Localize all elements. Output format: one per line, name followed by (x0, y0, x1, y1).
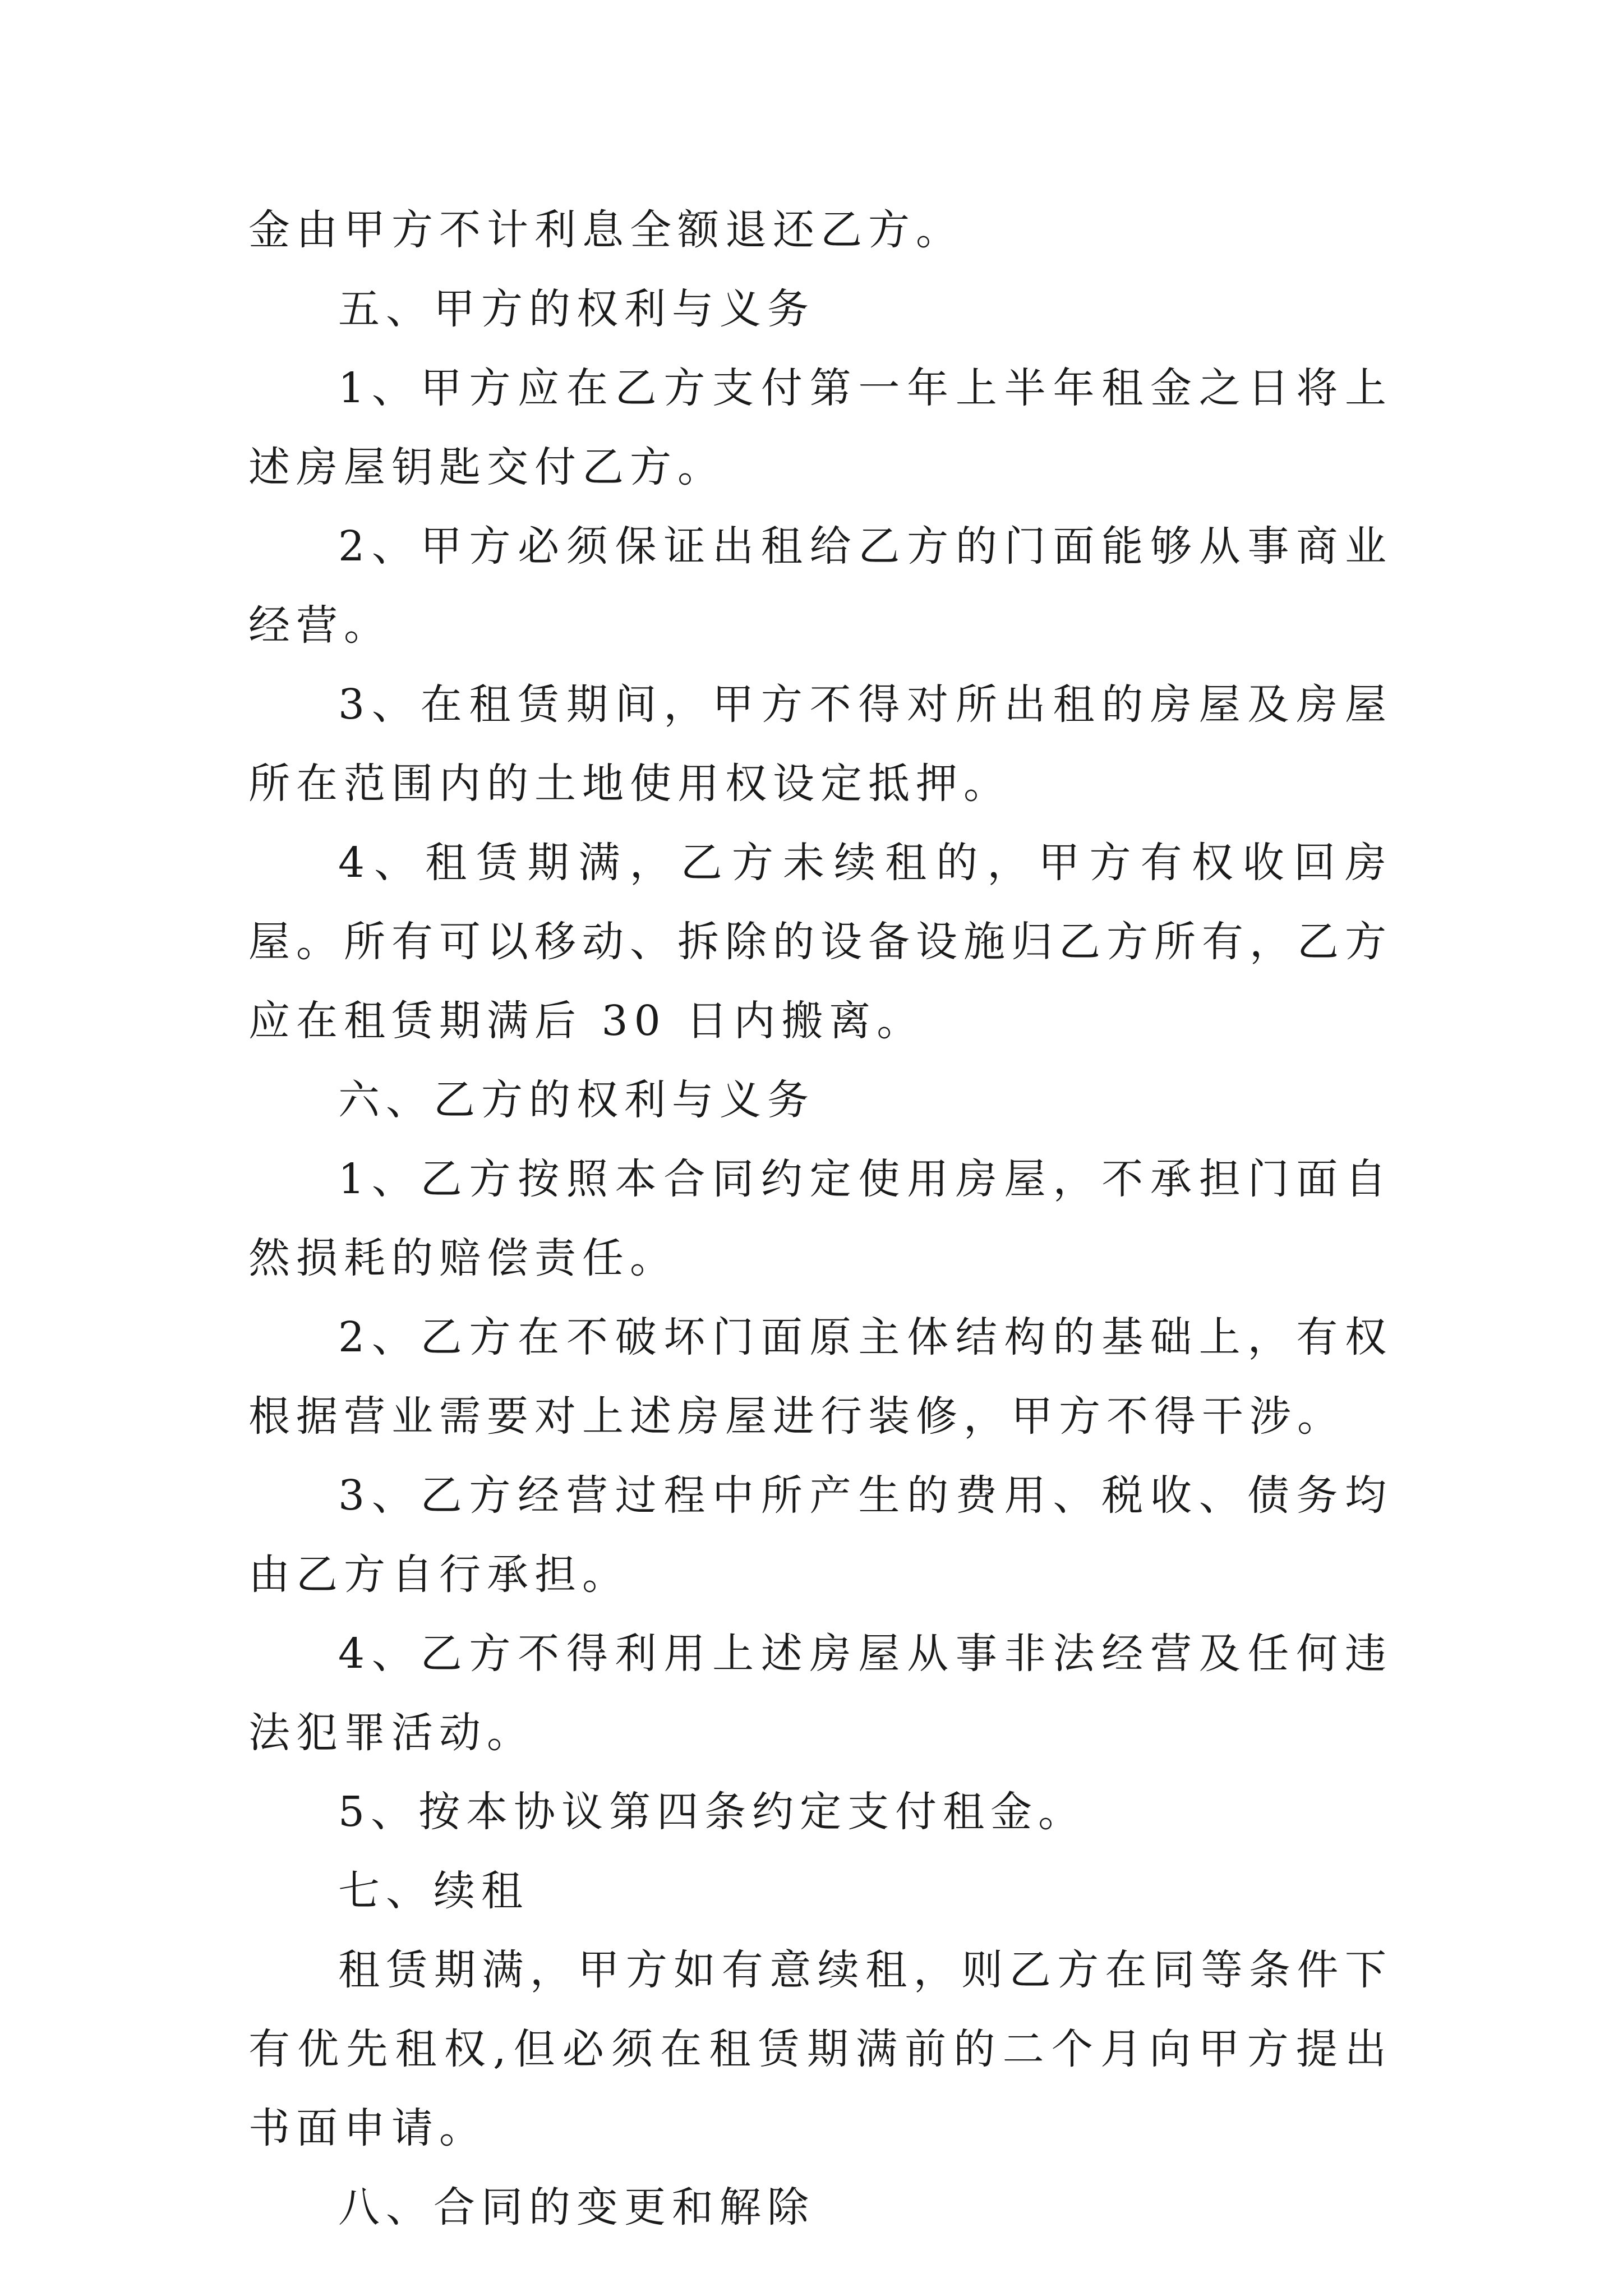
paragraph-continuation: 金由甲方不计利息全额退还乙方。 (248, 206, 963, 254)
clause-5-1: 1、甲方应在乙方支付第一年上半年租金之日将上述房屋钥匙交付乙方。 (248, 364, 1393, 491)
clause-5-3: 3、在租赁期间，甲方不得对所出租的房屋及房屋所在范围内的土地使用权设定抵押。 (248, 680, 1393, 808)
document-body (248, 191, 1393, 2247)
clause-6-4: 4、乙方不得利用上述房屋从事非法经营及任何违法犯罪活动。 (248, 1630, 1393, 1757)
clause-6-2: 2、乙方在不破坏门面原主体结构的基础上，有权根据营业需要对上述房屋进行装修，甲方不得干涉。 (248, 1313, 1393, 1441)
section-heading-8: 八、合同的变更和解除 (338, 2183, 815, 2231)
clause-6-1: 1、乙方按照本合同约定使用房屋，不承担门面自然损耗的赔偿责任。 (248, 1155, 1393, 1282)
clause-6-5: 5、按本协议第四条约定支付租金。 (338, 1788, 1086, 1836)
clause-5-2: 2、甲方必须保证出租给乙方的门面能够从事商业经营。 (248, 522, 1393, 650)
clause-7-body: 租赁期满，甲方如有意续租，则乙方在同等条件下有优先租权,但必须在租赁期满前的二个月向甲方提出书面申请。 (248, 1946, 1393, 2152)
clause-6-3: 3、乙方经营过程中所产生的费用、税收、债务均由乙方自行承担。 (248, 1471, 1393, 1599)
section-heading-6: 六、乙方的权利与义务 (338, 1076, 815, 1124)
section-heading-5: 五、甲方的权利与义务 (338, 285, 815, 333)
section-heading-7: 七、续租 (338, 1867, 529, 1915)
clause-5-4: 4、租赁期满，乙方未续租的，甲方有权收回房屋。所有可以移动、拆除的设备设施归乙方所有，乙方应在租赁期满后 30 日内搬离。 (248, 839, 1393, 1045)
